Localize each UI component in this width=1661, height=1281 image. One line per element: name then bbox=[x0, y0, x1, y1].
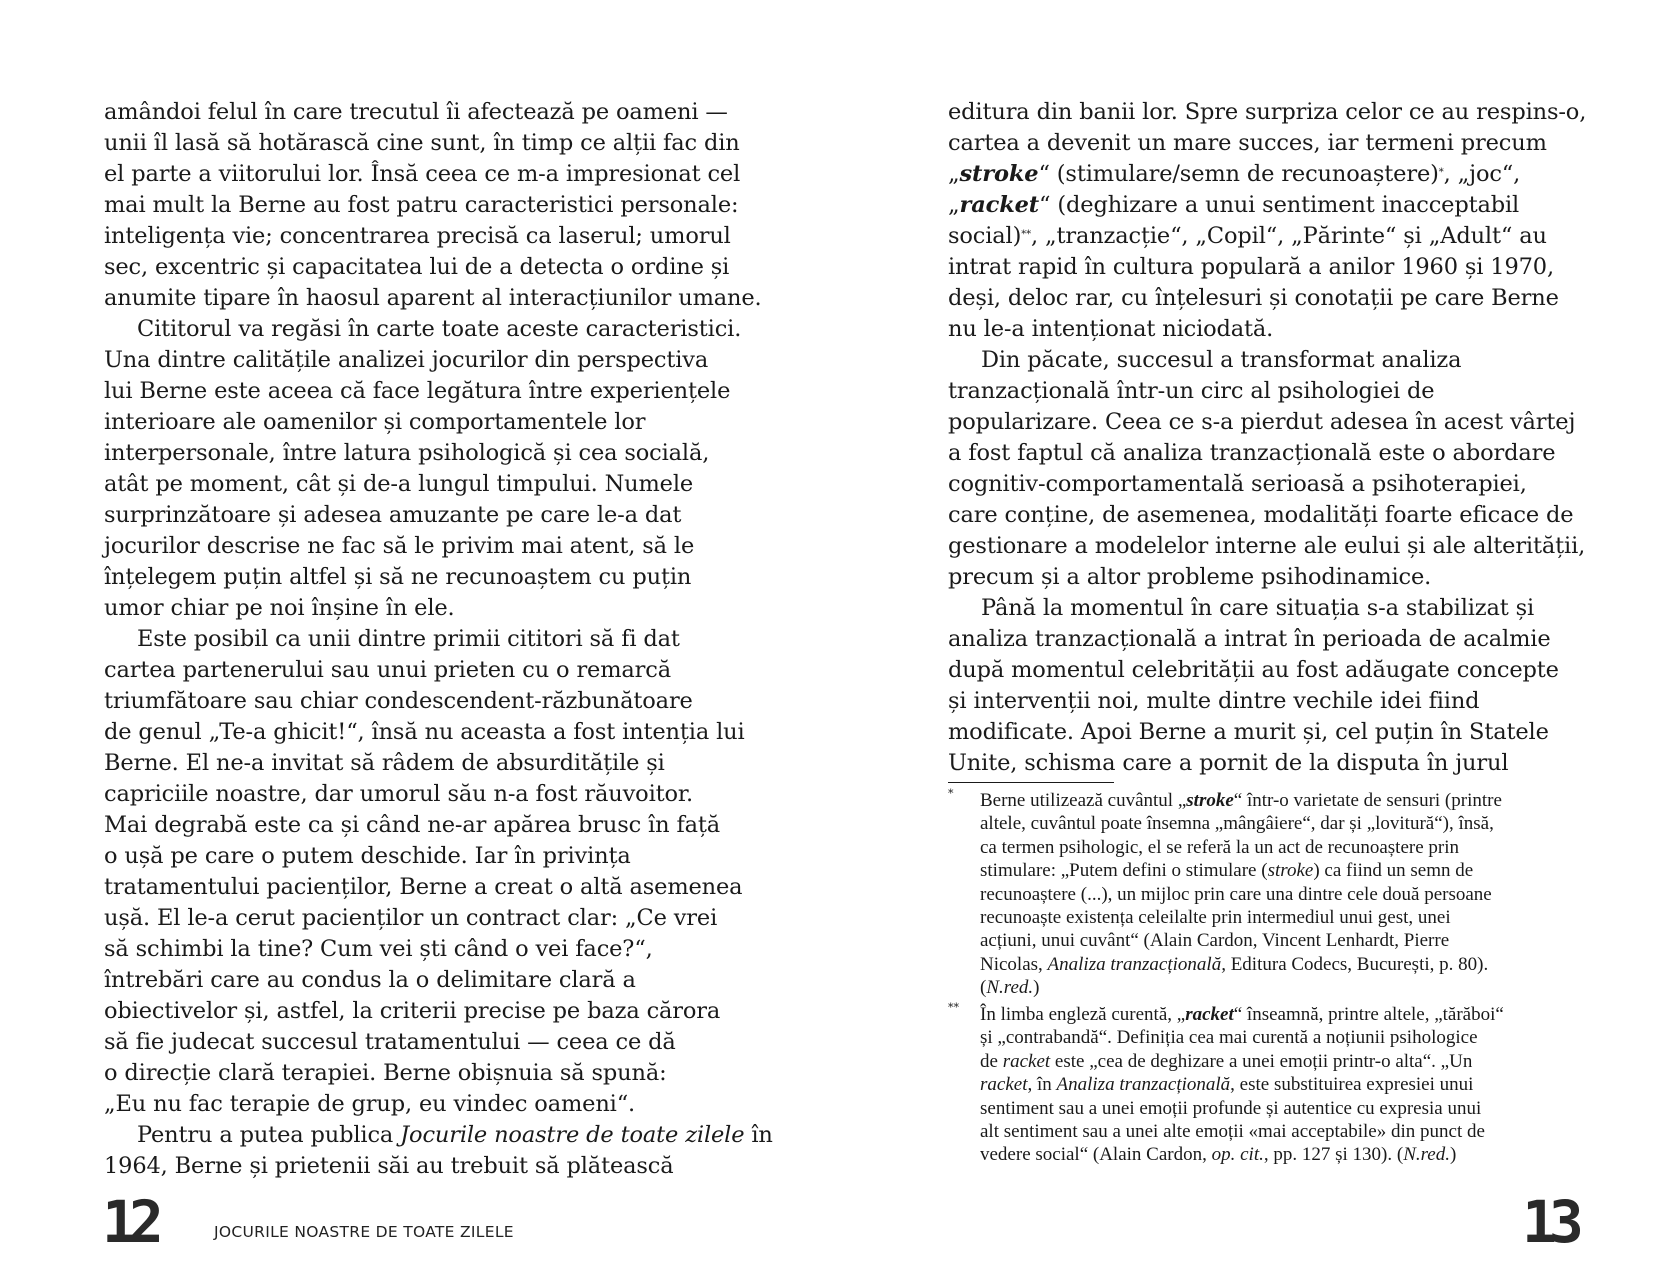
text-line: Este posibil ca unii dintre primii cititori să fi dat bbox=[137, 626, 680, 652]
text-line: întrebări care au condus la o delimitare clară a bbox=[104, 967, 636, 993]
text-line: tratamentului pacienților, Berne a creat o altă asemenea bbox=[104, 874, 743, 900]
text-line: Din păcate, succesul a transformat analiza bbox=[981, 347, 1462, 373]
text-line: și intervenții noi, multe dintre vechile idei fiind bbox=[948, 688, 1480, 714]
text-line: inteligența vie; concentrarea precisă ca laserul; umorul bbox=[104, 223, 731, 249]
text-line: să fie judecat succesul tratamentului — ceea ce dă bbox=[104, 1029, 676, 1055]
text-line: „racket“ (deghizare a unui sentiment inacceptabil bbox=[948, 192, 1520, 218]
text-line: anumite tipare în haosul aparent al interacțiunilor umane. bbox=[104, 285, 762, 311]
text-line: înțelegem puțin altfel și să ne recunoaștem cu puțin bbox=[104, 564, 692, 590]
text-line: gestionare a modelelor interne ale eului și ale alterității, bbox=[948, 533, 1586, 559]
text-line: „Eu nu fac terapie de grup, eu vindec oameni“. bbox=[104, 1091, 636, 1117]
text-line: o direcție clară terapiei. Berne obișnuia să spună: bbox=[104, 1060, 667, 1086]
footnote-line: alt sentiment sau a unei alte emoții «mai acceptabile» din punct de bbox=[980, 1121, 1485, 1142]
text-line: deși, deloc rar, cu înțelesuri și conotații pe care Berne bbox=[948, 285, 1559, 311]
text-line: precum și a altor probleme psihodinamice. bbox=[948, 564, 1432, 590]
text-line: surprinzătoare și adesea amuzante pe care le-a dat bbox=[104, 502, 682, 528]
text-line: tranzacțională într-un circ al psihologiei de bbox=[948, 378, 1435, 404]
text-line: „stroke“ (stimulare/semn de recunoaștere)*, „joc“, bbox=[948, 161, 1521, 187]
footnote-line: sentiment sau a unei emoții profunde și autentice cu expresia unui bbox=[980, 1097, 1482, 1119]
text-line: umor chiar pe noi înșine în ele. bbox=[104, 595, 455, 621]
text-line: analiza tranzacțională a intrat în perioada de acalmie bbox=[948, 626, 1551, 652]
left-page bbox=[0, 0, 830, 1281]
text-line: 1964, Berne și prietenii săi au trebuit să plătească bbox=[104, 1153, 674, 1179]
text-line: Cititorul va regăsi în carte toate aceste caracteristici. bbox=[137, 316, 742, 342]
footnote-line: recunoaște existența celeilalte prin intermediul unui gest, unei bbox=[980, 907, 1451, 928]
text-line: nu le-a intenționat niciodată. bbox=[948, 316, 1274, 342]
text-line: Una dintre calitățile analizei jocurilor din perspectiva bbox=[104, 347, 709, 373]
text-line: cognitiv-comportamentală serioasă a psihoterapiei, bbox=[948, 471, 1527, 497]
text-line: de genul „Te-a ghicit!“, însă nu aceasta a fost intenția lui bbox=[104, 719, 745, 745]
footnote-line: de racket este „cea de deghizare a unei emoții printr-o alta“. „Un bbox=[980, 1050, 1473, 1072]
footnote-line: recunoaștere (...), un mijloc prin care una dintre cele două persoane bbox=[980, 883, 1492, 905]
footnote-line: acțiuni, unui cuvânt“ (Alain Cardon, Vincent Lenhardt, Pierre bbox=[980, 930, 1450, 952]
footnote-line: Berne utilizează cuvântul „stroke“ într-o varietate de sensuri (printre bbox=[980, 790, 1502, 811]
footnote-marker: ** bbox=[948, 1001, 959, 1014]
footnote-line: stimulare: „Putem defini o stimulare (stroke) ca fiind un semn de bbox=[980, 860, 1474, 882]
text-line: Până la momentul în care situația s-a stabilizat și bbox=[981, 595, 1535, 621]
text-line: atât pe moment, cât și de-a lungul timpului. Numele bbox=[104, 471, 694, 497]
text-line: modificate. Apoi Berne a murit și, cel puțin în Statele bbox=[948, 719, 1549, 745]
text-line: unii îl lasă să hotărască cine sunt, în timp ce alții fac din bbox=[104, 130, 740, 156]
text-line: interioare ale oamenilor și comportamentele lor bbox=[104, 409, 646, 435]
footnote-marker: * bbox=[948, 787, 954, 800]
text-line: Pentru a putea publica Jocurile noastre de toate zilele în bbox=[137, 1122, 773, 1148]
footnote-line: altele, cuvântul poate însemna „mângâiere“, dar și „lovitură“), însă, bbox=[980, 813, 1494, 835]
text-line: a fost faptul că analiza tranzacțională este o abordare bbox=[948, 440, 1556, 466]
footnote-line: În limba engleză curentă, „racket“ înseamnă, printre altele, „tărăboi“ bbox=[980, 1004, 1504, 1025]
text-line: editura din banii lor. Spre surpriza celor ce au respins-o, bbox=[948, 99, 1587, 125]
footnote-rule bbox=[948, 782, 1114, 783]
text-line: Berne. El ne-a invitat să râdem de absurditățile și bbox=[104, 750, 665, 776]
footnote-line: Nicolas, Analiza tranzacțională, Editura Codecs, București, p. 80). bbox=[980, 953, 1489, 975]
text-line: triumfătoare sau chiar condescendent-răzbunătoare bbox=[104, 688, 693, 714]
text-line: jocurilor descrise ne fac să le privim mai atent, să le bbox=[104, 533, 695, 559]
text-line: cartea a devenit un mare succes, iar termeni precum bbox=[948, 130, 1547, 156]
footnote-line: (N.red.) bbox=[980, 977, 1040, 999]
footnote-line: vedere social“ (Alain Cardon, op. cit., pp. 127 și 130). (N.red.) bbox=[980, 1144, 1457, 1166]
footnote-line: și „contrabandă“. Definiția cea mai curentă a noțiunii psihologice bbox=[980, 1027, 1478, 1049]
text-line: sec, excentric și capacitatea lui de a detecta o ordine și bbox=[104, 254, 730, 280]
page-number-right: 13 bbox=[1522, 1188, 1576, 1256]
right-page bbox=[830, 0, 1661, 1281]
running-head: JOCURILE NOASTRE DE TOATE ZILELE bbox=[214, 1223, 514, 1241]
text-line: după momentul celebrității au fost adăugate concepte bbox=[948, 657, 1559, 683]
text-line: care conține, de asemenea, modalități foarte eficace de bbox=[948, 502, 1574, 528]
text-line: popularizare. Ceea ce s-a pierdut adesea în acest vârtej bbox=[948, 409, 1576, 435]
text-line: el parte a viitorului lor. Însă ceea ce m-a impresionat cel bbox=[104, 161, 741, 187]
text-line: Mai degrabă este ca și când ne-ar apărea brusc în față bbox=[104, 812, 721, 838]
footnote-line: ca termen psihologic, el se referă la un act de recunoaștere prin bbox=[980, 836, 1459, 858]
text-line: mai mult la Berne au fost patru caracteristici personale: bbox=[104, 192, 739, 218]
text-line: capriciile noastre, dar umorul său n-a fost răuvoitor. bbox=[104, 781, 694, 807]
text-line: obiectivelor și, astfel, la criterii precise pe baza cărora bbox=[104, 998, 721, 1024]
text-line: amândoi felul în care trecutul îi afectează pe oameni — bbox=[104, 99, 728, 125]
text-line: ușă. El le-a cerut pacienților un contract clar: „Ce vrei bbox=[104, 905, 718, 931]
page-number-left: 12 bbox=[102, 1188, 156, 1256]
text-line: o ușă pe care o putem deschide. Iar în privința bbox=[104, 843, 631, 869]
text-line: Unite, schisma care a pornit de la disputa în jurul bbox=[948, 750, 1509, 776]
text-line: lui Berne este aceea că face legătura între experiențele bbox=[104, 378, 731, 404]
text-line: să schimbi la tine? Cum vei ști când o vei face?“, bbox=[104, 936, 653, 962]
text-line: cartea partenerului sau unui prieten cu o remarcă bbox=[104, 657, 671, 683]
text-line: social)**, „tranzacție“, „Copil“, „Părinte“ și „Adult“ au bbox=[948, 223, 1547, 249]
text-line: intrat rapid în cultura populară a anilor 1960 și 1970, bbox=[948, 254, 1554, 280]
footnote-line: racket, în Analiza tranzacțională, este substituirea expresiei unui bbox=[980, 1074, 1474, 1096]
text-line: interpersonale, între latura psihologică și cea socială, bbox=[104, 440, 710, 466]
